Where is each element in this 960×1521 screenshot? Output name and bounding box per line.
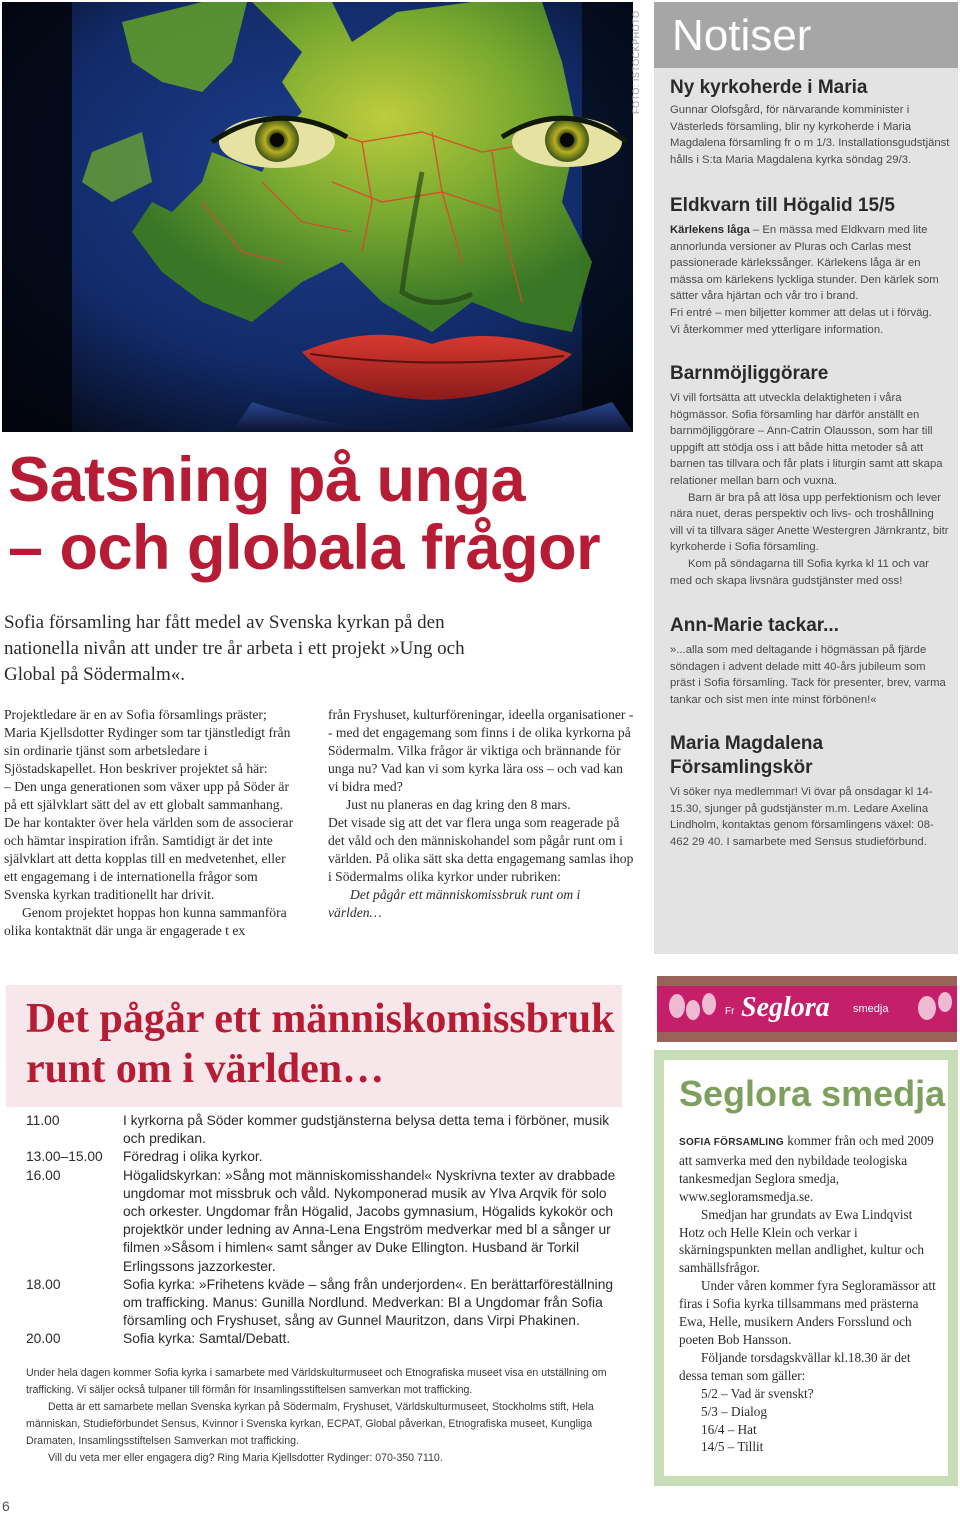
schedule-time: 16.00 bbox=[26, 1167, 61, 1183]
seglora-theme: 16/4 – Hat bbox=[701, 1421, 757, 1437]
schedule-row bbox=[26, 1148, 626, 1166]
seglora-text bbox=[679, 1132, 941, 1456]
schedule-text: I kyrkorna på Söder kommer gudstjänsterna belysa detta tema i förböner, musik och predikan. bbox=[123, 1113, 610, 1147]
face-with-europe-map-illustration bbox=[2, 2, 633, 432]
footnote: Under hela dagen kommer Sofia kyrka i samarbete med Världskulturmuseet och Etnografiska museet visa en utställning om trafficking. Vi säljer också tulpaner till förmån för Insamlingsstiftelsen samverkan mot trafficking. bbox=[26, 1367, 607, 1396]
seglora-paragraph bbox=[679, 1132, 941, 1206]
seglora-theme: 5/2 – Vad är svenskt? bbox=[701, 1385, 814, 1401]
footnote: Vill du veta mer eller engagera dig? Ring Maria Kjellsdotter Rydinger: 070-350 7110. bbox=[48, 1452, 443, 1464]
article-paragraph-italic: Det pågår ett människomissbruk runt om i världen… bbox=[328, 887, 581, 920]
event-footnotes bbox=[26, 1365, 616, 1467]
seglora-banner-prefix: Fr bbox=[725, 1006, 735, 1017]
article-paragraph: Det visade sig att det var flera unga som reagerade på det våld och den människohandel som pågår runt om i världen. På olika sätt ska detta engagemang samlas ihop i Södermalms olika kyrkor under rubriken: bbox=[328, 815, 634, 884]
notice-text: Fri entré – men biljetter kommer att delas ut i förväg. bbox=[670, 306, 932, 319]
seglora-smallcaps-lead: SOFIA FÖRSAMLING bbox=[679, 1137, 784, 1148]
notice-text: Barn är bra på att lösa upp perfektionism och lever nära nuet, deras perspektiv och livs- och troshållning vill vi ta tillvara säger Anette Westergren Järnkrantz, bitr kyrkoherde i Sofia församling. bbox=[670, 491, 949, 554]
notice-heading: Ny kyrkoherde i Maria bbox=[670, 77, 868, 98]
seglora-banner-logo: Seglora bbox=[741, 992, 830, 1023]
notiser-title: Notiser bbox=[654, 2, 958, 68]
article-paragraph: Projektledare är en av Sofia församlings präster; Maria Kjellsdotter Rydinger som tar tjänstledigt från sin ordinarie tjänst som arbetsledare i Sjöstadskapellet. Hon beskriver projektet så här: bbox=[4, 707, 291, 776]
article-column-2 bbox=[328, 706, 634, 922]
notiser-sidebar bbox=[654, 2, 958, 954]
notice-new-vicar bbox=[670, 76, 950, 168]
article-paragraph: Genom projektet hoppas hon kunna sammanföra olika kontaktnät där unga är engagerade t ex bbox=[4, 905, 287, 938]
notice-heading bbox=[670, 732, 950, 780]
notice-text: Vi söker nya medlemmar! Vi övar på onsdagar kl 14-15.30, sjunger på gudstjänster m.m. Ledare Axelina Lindholm, kontaktas genom församlingens växel: 08-462 29 40. I samarbete med Sensus studieförbund. bbox=[670, 786, 934, 848]
schedule-row bbox=[26, 1330, 626, 1348]
schedule-text: Sofia kyrka: »Frihetens kväde – sång från underjorden«. En berättarföreställning om trafficking. Manus: Gunilla Nordlund. Medverkan: Bl a Ungdomar från Sofia församling och Fryshuset, sång av Gunnel Mauritzon, dans Virpi Phakinen. bbox=[123, 1276, 614, 1329]
notice-text: Gunnar Olofsgård, för närvarande komminister i Västerleds församling, blir ny kyrkoherde i Maria Magdalena församling fr o m 1/3. Installationsgudstjänst hålls i S:ta Maria Magdalena kyrka söndag 29/3. bbox=[670, 104, 950, 166]
hero-photo bbox=[2, 2, 633, 432]
photo-credit: FOTO: ISTOCKPHOTO bbox=[631, 10, 641, 114]
seglora-title: Seglora smedja bbox=[679, 1073, 946, 1114]
seglora-paragraph: Under våren kommer fyra Segloramässor att firas i Sofia kyrka tillsammans med prästerna Ewa, Helle, musikern Anders Forsslund och poeten Bob Hansson. bbox=[679, 1278, 936, 1347]
seglora-banner-suffix: smedja bbox=[853, 1003, 889, 1015]
notice-heading-line-1: Maria Magdalena bbox=[670, 733, 824, 754]
article-paragraph: – Den unga generationen som växer upp på Söder är på ett självklart sätt del av ett globalt sammanhang. De har kontakter över hela världen som de associerar och hämtar inspiration ifrån. Samtidigt är det inte självklart att detta kopplas till en medvetenhet, eller ett engagemang i de internationella frågor som Svenska kyrkan traditionellt har drivit. bbox=[4, 779, 294, 902]
seglora-paragraph: Smedjan har grundats av Ewa Lindqvist Hotz och Helle Klein och verkar i skärningspunkten mellan andlighet, kultur och samhällsfrågor. bbox=[679, 1206, 925, 1276]
notice-heading: Barnmöjliggörare bbox=[670, 363, 829, 384]
schedule-row bbox=[26, 1276, 626, 1331]
headline-line-2: – och globala frågor bbox=[8, 513, 601, 583]
notice-choir bbox=[670, 732, 950, 850]
notice-ann-marie bbox=[670, 614, 950, 708]
page-number: 6 bbox=[2, 1498, 10, 1514]
seglora-paragraph-body: kommer från och med 2009 att samverka med den nybildade teologiska tankesmedjan Seglora smedja, www.segloramsmedja.se. bbox=[679, 1133, 934, 1204]
notice-barnmojliggorare bbox=[670, 362, 950, 589]
event-title bbox=[26, 994, 626, 1094]
article-paragraph: från Fryshuset, kulturföreningar, ideella organisationer -- med det engagemang som finns i de olika kyrkorna på Södermalm. Vilka frågor är viktiga och brännande för unga nu? Vad kan vi som kyrka lära oss – och vad kan vi bidra med? bbox=[328, 707, 634, 794]
event-schedule bbox=[26, 1112, 626, 1349]
notice-heading: Eldkvarn till Högalid 15/5 bbox=[670, 195, 895, 216]
notice-text-body: – En mässa med Eldkvarn med lite annorlunda versioner av Pluras och Carlas mest passionerade kärlekssånger. Kärlekens låga är en mässa om kärlekens lyckliga stunder. Den kärlek som sätter våra hjärtan och vår tro i brand. bbox=[670, 224, 939, 303]
schedule-text: Föredrag i olika kyrkor. bbox=[123, 1149, 263, 1165]
article-column-1 bbox=[4, 706, 300, 940]
notice-eldkvarn bbox=[670, 194, 950, 338]
schedule-time: 20.00 bbox=[26, 1331, 61, 1347]
notice-heading: Ann-Marie tackar... bbox=[670, 615, 839, 636]
article-paragraph: Just nu planeras en dag kring den 8 mars. bbox=[346, 797, 571, 812]
seglora-box bbox=[654, 1050, 958, 1486]
schedule-text: Sofia kyrka: Samtal/Debatt. bbox=[123, 1331, 291, 1347]
schedule-time: 13.00–15.00 bbox=[26, 1149, 103, 1165]
seglora-theme: 14/5 – Tillit bbox=[701, 1439, 764, 1455]
schedule-time: 11.00 bbox=[26, 1113, 60, 1128]
notice-bold-lead: Kärlekens låga bbox=[670, 224, 750, 236]
seglora-theme-list bbox=[679, 1385, 941, 1457]
schedule-row bbox=[26, 1112, 626, 1148]
seglora-paragraph: Följande torsdagskvällar kl.18.30 är det dessa teman som gäller: bbox=[679, 1349, 911, 1383]
schedule-text: Högalidskyrkan: »Sång mot människomisshandel« Nyskrivna texter av drabbade ungdomar mot missbruk och våld. Nykomponerad musik av Ylva Arqvik för solo och orkester. Ungdomar från Högalid, Jacobs gymnasium, Högalids kykokör och projektkör under ledning av Anna-Lena Engström medverkar med bl a sånger ur filmen »Såsom i himlen« samt sånger av Duke Ellington. Husband är Torkil Erlingssons jazzorkester. bbox=[123, 1167, 616, 1274]
notice-text: »...alla som med deltagande i högmässan på fjärde söndagen i advent delade mitt 40-års jubileum som präst i Sofia församling. Tack för presenter, brev, varma tankar och sist men inte minst förbönen!« bbox=[670, 644, 946, 706]
footnote: Detta är ett samarbete mellan Svenska kyrkan på Södermalm, Fryshuset, Världskulturmuseet, Stockholms stift, Hela människan, Studieförbundet Sensus, Kvinnor i Svenska kyrkan, ECPAT, Global påverkan, Etnografiska museet, Kungliga Dramaten, Insamlingsstiftelsen Samverkan mot trafficking. bbox=[26, 1401, 594, 1447]
event-title-line-2: runt om i världen… bbox=[26, 1046, 385, 1092]
seglora-banner-graphic bbox=[657, 976, 957, 1042]
seglora-theme: 5/3 – Dialog bbox=[701, 1403, 767, 1419]
notice-text: Vi återkommer med ytterligare information. bbox=[670, 323, 884, 336]
article-headline bbox=[8, 446, 648, 582]
notice-heading-line-2: Församlingskör bbox=[670, 757, 813, 778]
headline-line-1: Satsning på unga bbox=[8, 445, 526, 515]
schedule-row bbox=[26, 1167, 626, 1276]
event-title-line-1: Det pågår ett människomissbruk bbox=[26, 996, 615, 1042]
seglora-banner bbox=[657, 976, 957, 1042]
schedule-time: 18.00 bbox=[26, 1276, 61, 1292]
notice-text: Vi vill fortsätta att utveckla delaktigheten i våra högmässor. Sofia församling har därför anställt en barnmöjliggörare – Ann-Catrin Olausson, som har till uppgift att stödja oss i att både hitta metoder så att barnen tas tillvara och får plats i liturgin samt att skapa relationer mellan barn och vuxna. bbox=[670, 392, 943, 487]
notice-text: Kom på söndagarna till Sofia kyrka kl 11 och var med och skapa livsnära gudstjänster med oss! bbox=[670, 557, 929, 587]
notice-text bbox=[670, 222, 950, 305]
article-lead: Sofia församling har fått medel av Svenska kyrkan på den nationella nivån att under tre år arbeta i ett projekt »Ung och Global på Södermalm«. bbox=[4, 612, 465, 685]
